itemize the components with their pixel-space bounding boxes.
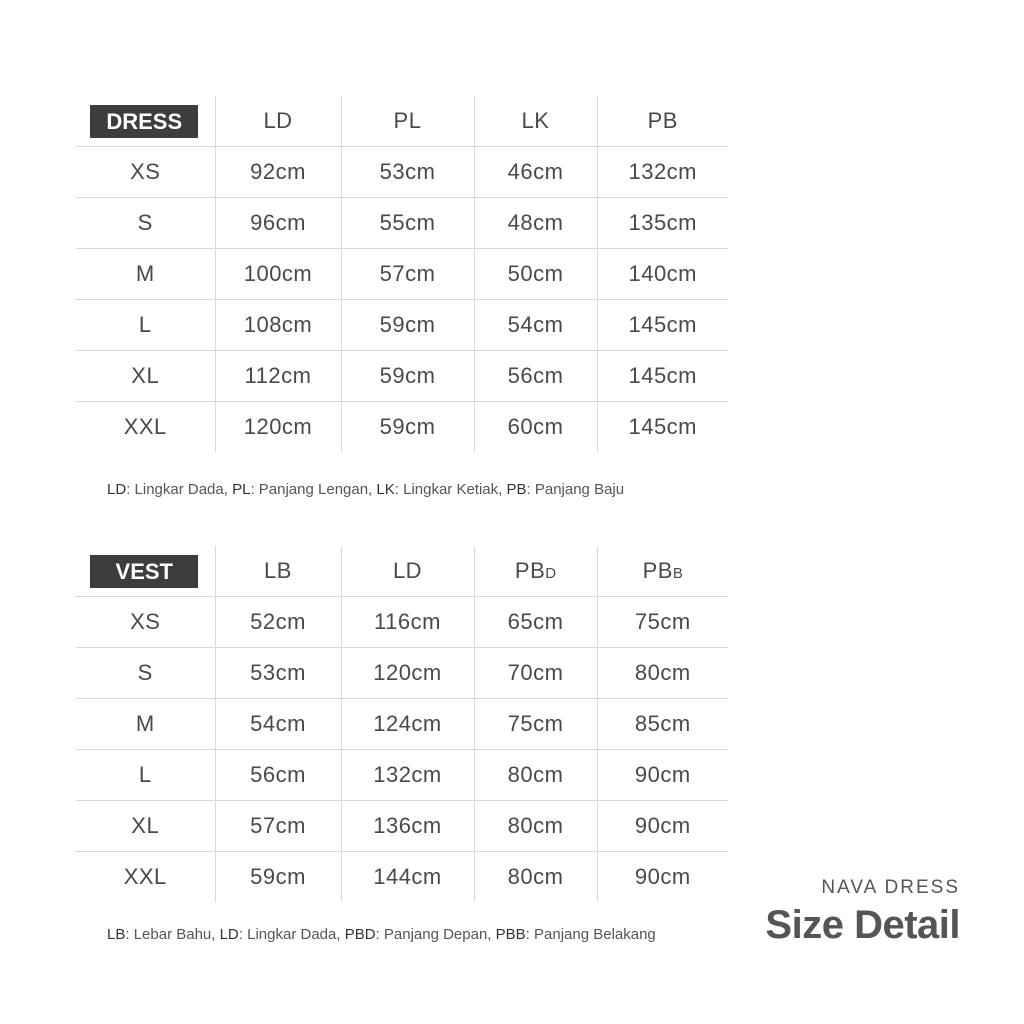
value-cell: 108cm: [215, 300, 341, 351]
column-header-text: LK: [521, 108, 550, 133]
table-row: [76, 699, 728, 750]
column-header: [474, 546, 597, 597]
value-cell: 145cm: [597, 300, 728, 351]
table-row: [76, 300, 728, 351]
legend-text: : Panjang Lengan,: [250, 481, 377, 498]
value-cell: 70cm: [474, 648, 597, 699]
table-row: [76, 351, 728, 402]
column-header-text: LD: [392, 558, 423, 583]
column-header: [597, 96, 728, 147]
column-header: [341, 96, 474, 147]
size-cell: S: [76, 648, 215, 699]
value-cell: 80cm: [474, 852, 597, 903]
value-cell: 56cm: [474, 351, 597, 402]
legend-code: PB: [495, 926, 516, 943]
dress-size-table: [76, 96, 728, 452]
size-cell: S: [76, 198, 215, 249]
value-cell: 57cm: [215, 801, 341, 852]
table-row: [76, 852, 728, 903]
column-header: [215, 546, 341, 597]
size-cell: XL: [76, 801, 215, 852]
legend-text: : Lingkar Dada,: [126, 481, 233, 498]
value-cell: 112cm: [215, 351, 341, 402]
column-header-text: LD: [263, 108, 293, 133]
size-cell: XXL: [76, 852, 215, 903]
legend-code: LB: [107, 926, 126, 943]
size-cell: M: [76, 699, 215, 750]
column-header: [341, 546, 474, 597]
value-cell: 145cm: [597, 351, 728, 402]
value-cell: 124cm: [341, 699, 474, 750]
table-header-row: [76, 96, 728, 147]
value-cell: 80cm: [474, 750, 597, 801]
value-cell: 90cm: [597, 852, 728, 903]
table-row: [76, 801, 728, 852]
table-header-row: [76, 546, 728, 597]
table-label-cell: [76, 546, 215, 597]
value-cell: 132cm: [341, 750, 474, 801]
legend-code: LD: [219, 926, 239, 943]
value-cell: 145cm: [597, 402, 728, 453]
column-header-text: PB: [642, 558, 673, 583]
legend-code-sub: D: [364, 926, 376, 943]
size-cell: XS: [76, 147, 215, 198]
value-cell: 60cm: [474, 402, 597, 453]
column-header-text: PB: [514, 558, 546, 583]
table-row: [76, 402, 728, 453]
value-cell: 136cm: [341, 801, 474, 852]
value-cell: 80cm: [597, 648, 728, 699]
value-cell: 46cm: [474, 147, 597, 198]
value-cell: 52cm: [215, 597, 341, 648]
value-cell: 53cm: [341, 147, 474, 198]
brand-name: NAVA DRESS: [821, 877, 960, 898]
size-cell: XXL: [76, 402, 215, 453]
value-cell: 140cm: [597, 249, 728, 300]
value-cell: 120cm: [341, 648, 474, 699]
legend-text: : Lingkar Ketiak,: [394, 481, 507, 498]
value-cell: 85cm: [597, 699, 728, 750]
table-row: [76, 750, 728, 801]
table-row: [76, 249, 728, 300]
table-label-cell: [76, 96, 215, 147]
column-header-text: LB: [264, 558, 292, 583]
table-row: [76, 648, 728, 699]
legend-code: PB: [506, 481, 527, 498]
column-header-text: PL: [393, 108, 422, 133]
size-cell: XL: [76, 351, 215, 402]
value-cell: 132cm: [597, 147, 728, 198]
legend-text: : Panjang Depan,: [375, 926, 496, 943]
value-cell: 100cm: [215, 249, 341, 300]
legend-text: : Panjang Baju: [526, 481, 625, 498]
size-cell: XS: [76, 597, 215, 648]
legend-text: : Lebar Bahu,: [125, 926, 220, 943]
value-cell: 65cm: [474, 597, 597, 648]
value-cell: 54cm: [474, 300, 597, 351]
size-cell: M: [76, 249, 215, 300]
column-header-text: PB: [647, 108, 678, 133]
value-cell: 75cm: [597, 597, 728, 648]
legend-text: : Panjang Belakang: [525, 926, 656, 943]
legend-code: LK: [376, 481, 395, 498]
value-cell: 59cm: [215, 852, 341, 903]
value-cell: 59cm: [341, 402, 474, 453]
value-cell: 135cm: [597, 198, 728, 249]
vest-size-table: [76, 546, 728, 902]
value-cell: 90cm: [597, 750, 728, 801]
table-row: [76, 597, 728, 648]
column-header: [474, 96, 597, 147]
vest-legend: [107, 926, 656, 943]
value-cell: 92cm: [215, 147, 341, 198]
value-cell: 55cm: [341, 198, 474, 249]
table-row: [76, 147, 728, 198]
legend-code: LD: [107, 481, 127, 498]
value-cell: 116cm: [341, 597, 474, 648]
value-cell: 96cm: [215, 198, 341, 249]
value-cell: 144cm: [341, 852, 474, 903]
legend-code: PB: [344, 926, 365, 943]
value-cell: 90cm: [597, 801, 728, 852]
value-cell: 54cm: [215, 699, 341, 750]
value-cell: 53cm: [215, 648, 341, 699]
value-cell: 75cm: [474, 699, 597, 750]
value-cell: 57cm: [341, 249, 474, 300]
vest-label: VEST: [90, 555, 198, 588]
dress-legend: [107, 481, 624, 498]
page-title: Size Detail: [765, 903, 960, 947]
column-header-sub: D: [545, 565, 557, 582]
dress-label: DRESS: [90, 105, 198, 138]
legend-code: PL: [232, 481, 251, 498]
column-header: [597, 546, 728, 597]
legend-code-sub: B: [515, 926, 526, 943]
table-row: [76, 198, 728, 249]
column-header-sub: B: [672, 565, 683, 582]
value-cell: 50cm: [474, 249, 597, 300]
value-cell: 56cm: [215, 750, 341, 801]
size-cell: L: [76, 300, 215, 351]
column-header: [215, 96, 341, 147]
value-cell: 59cm: [341, 351, 474, 402]
value-cell: 120cm: [215, 402, 341, 453]
legend-text: : Lingkar Dada,: [238, 926, 345, 943]
size-cell: L: [76, 750, 215, 801]
value-cell: 80cm: [474, 801, 597, 852]
value-cell: 59cm: [341, 300, 474, 351]
value-cell: 48cm: [474, 198, 597, 249]
